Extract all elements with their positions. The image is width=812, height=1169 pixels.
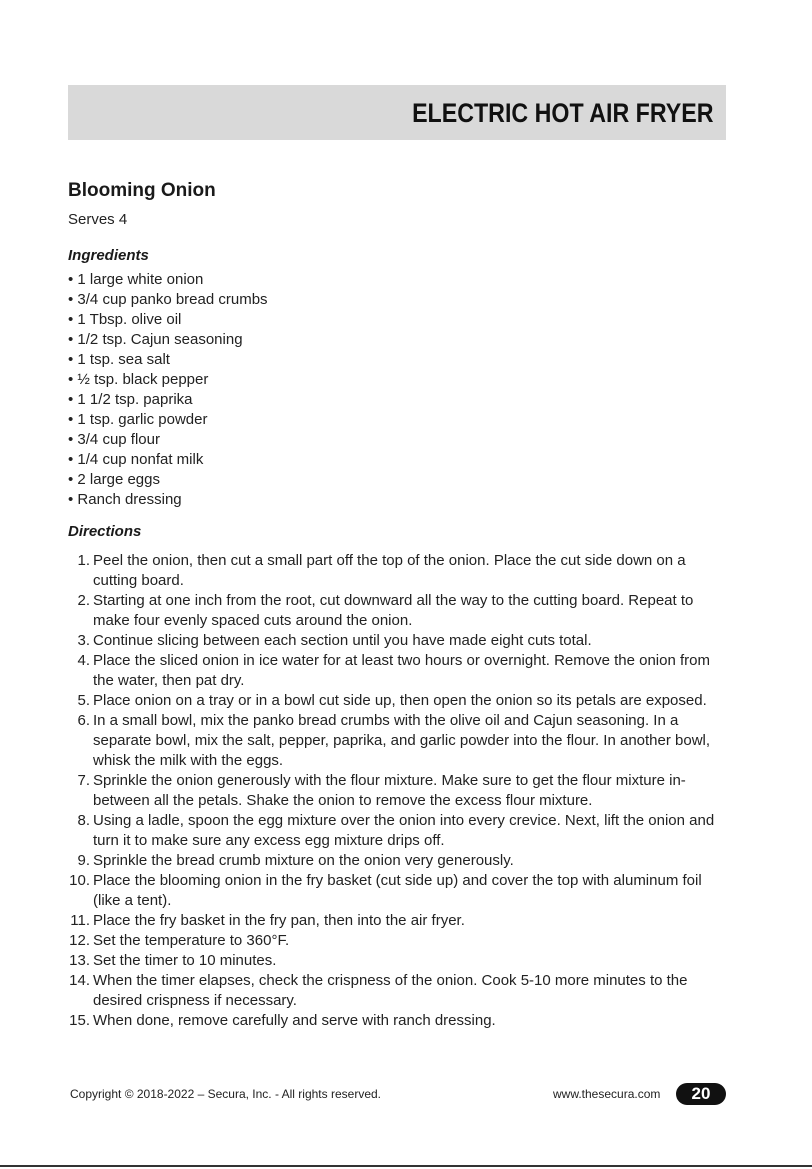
step-number: 14. — [69, 972, 90, 989]
direction-step — [68, 691, 728, 711]
direction-step — [68, 911, 728, 931]
step-text: Starting at one inch from the root, cut downward all the way to the cutting board. Repeat to make four evenly spaced cuts around the onion. — [93, 592, 694, 629]
step-number: 4. — [77, 652, 90, 669]
step-text: Place onion on a tray or in a bowl cut side up, then open the onion so its petals are exposed. — [93, 692, 707, 709]
step-number: 8. — [77, 812, 90, 829]
step-text: When the timer elapses, check the crispness of the onion. Cook 5-10 more minutes to the desired crispness if necessary. — [93, 972, 688, 1009]
step-number: 9. — [77, 852, 90, 869]
ingredient-item: • 1 tsp. garlic powder — [68, 410, 268, 430]
ingredients-heading: Ingredients — [68, 247, 149, 264]
step-number: 3. — [77, 632, 90, 649]
step-number: 10. — [69, 872, 90, 889]
step-text: Using a ladle, spoon the egg mixture over the onion into every crevice. Next, lift the onion and turn it to make sure any excess egg mixture drips off. — [93, 812, 715, 849]
step-text: Peel the onion, then cut a small part off the top of the onion. Place the cut side down on a cutting board. — [93, 552, 686, 589]
step-text: Set the temperature to 360°F. — [93, 932, 290, 949]
ingredient-item: • 2 large eggs — [68, 470, 268, 490]
step-text: Sprinkle the onion generously with the flour mixture. Make sure to get the flour mixture in-between all the petals. Shake the onion to remove the excess flour mixture. — [93, 772, 686, 809]
direction-step — [68, 631, 728, 651]
step-number: 6. — [77, 712, 90, 729]
ingredient-item: • 1 large white onion — [68, 270, 268, 290]
header-banner — [68, 85, 726, 140]
bottom-divider — [0, 1165, 812, 1167]
ingredient-item: • 1/4 cup nonfat milk — [68, 450, 268, 470]
step-number: 15. — [69, 1012, 90, 1029]
ingredient-item: • 1 tsp. sea salt — [68, 350, 268, 370]
step-text: When done, remove carefully and serve with ranch dressing. — [93, 1012, 496, 1029]
direction-step — [68, 1011, 728, 1031]
website-link[interactable]: www.thesecura.com — [553, 1087, 661, 1101]
step-number: 11. — [70, 912, 90, 929]
copyright-text: Copyright © 2018-2022 – Secura, Inc. - All rights reserved. — [70, 1087, 381, 1101]
ingredient-item: • 1 1/2 tsp. paprika — [68, 390, 268, 410]
manual-title: ELECTRIC HOT AIR FRYER — [411, 98, 713, 128]
step-text: Place the sliced onion in ice water for at least two hours or overnight. Remove the onion from the water, then pat dry. — [93, 652, 710, 689]
ingredient-item: • 1/2 tsp. Cajun seasoning — [68, 330, 268, 350]
step-text: Continue slicing between each section until you have made eight cuts total. — [93, 632, 592, 649]
ingredient-item: • Ranch dressing — [68, 490, 268, 510]
step-text: Sprinkle the bread crumb mixture on the onion very generously. — [93, 852, 514, 869]
step-number: 2. — [77, 592, 90, 609]
direction-step — [68, 951, 728, 971]
recipe-title: Blooming Onion — [68, 180, 216, 201]
direction-step — [68, 591, 728, 631]
direction-step — [68, 851, 728, 871]
directions-list — [68, 551, 728, 1031]
ingredient-item: • 3/4 cup panko bread crumbs — [68, 290, 268, 310]
step-text: Place the blooming onion in the fry basket (cut side up) and cover the top with aluminum foil (like a tent). — [93, 872, 702, 909]
ingredients-list — [68, 270, 268, 510]
step-number: 13. — [69, 952, 90, 969]
step-number: 5. — [77, 692, 90, 709]
ingredient-item: • 3/4 cup flour — [68, 430, 268, 450]
step-text: Set the timer to 10 minutes. — [93, 952, 277, 969]
direction-step — [68, 771, 728, 811]
step-text: In a small bowl, mix the panko bread crumbs with the olive oil and Cajun seasoning. In a separate bowl, mix the salt, pepper, paprika, and garlic powder into the flour. In another bowl, whisk the milk with the eggs. — [93, 712, 711, 769]
step-number: 12. — [69, 932, 90, 949]
direction-step — [68, 971, 728, 1011]
direction-step — [68, 931, 728, 951]
ingredient-item: • ½ tsp. black pepper — [68, 370, 268, 390]
direction-step — [68, 871, 728, 911]
serves-text: Serves 4 — [68, 211, 128, 228]
step-text: Place the fry basket in the fry pan, then into the air fryer. — [93, 912, 465, 929]
step-number: 1. — [77, 552, 90, 569]
directions-heading: Directions — [68, 523, 142, 540]
direction-step — [68, 551, 728, 591]
page-number-badge: 20 — [676, 1083, 726, 1105]
direction-step — [68, 651, 728, 691]
direction-step — [68, 811, 728, 851]
step-number: 7. — [77, 772, 90, 789]
ingredient-item: • 1 Tbsp. olive oil — [68, 310, 268, 330]
direction-step — [68, 711, 728, 771]
